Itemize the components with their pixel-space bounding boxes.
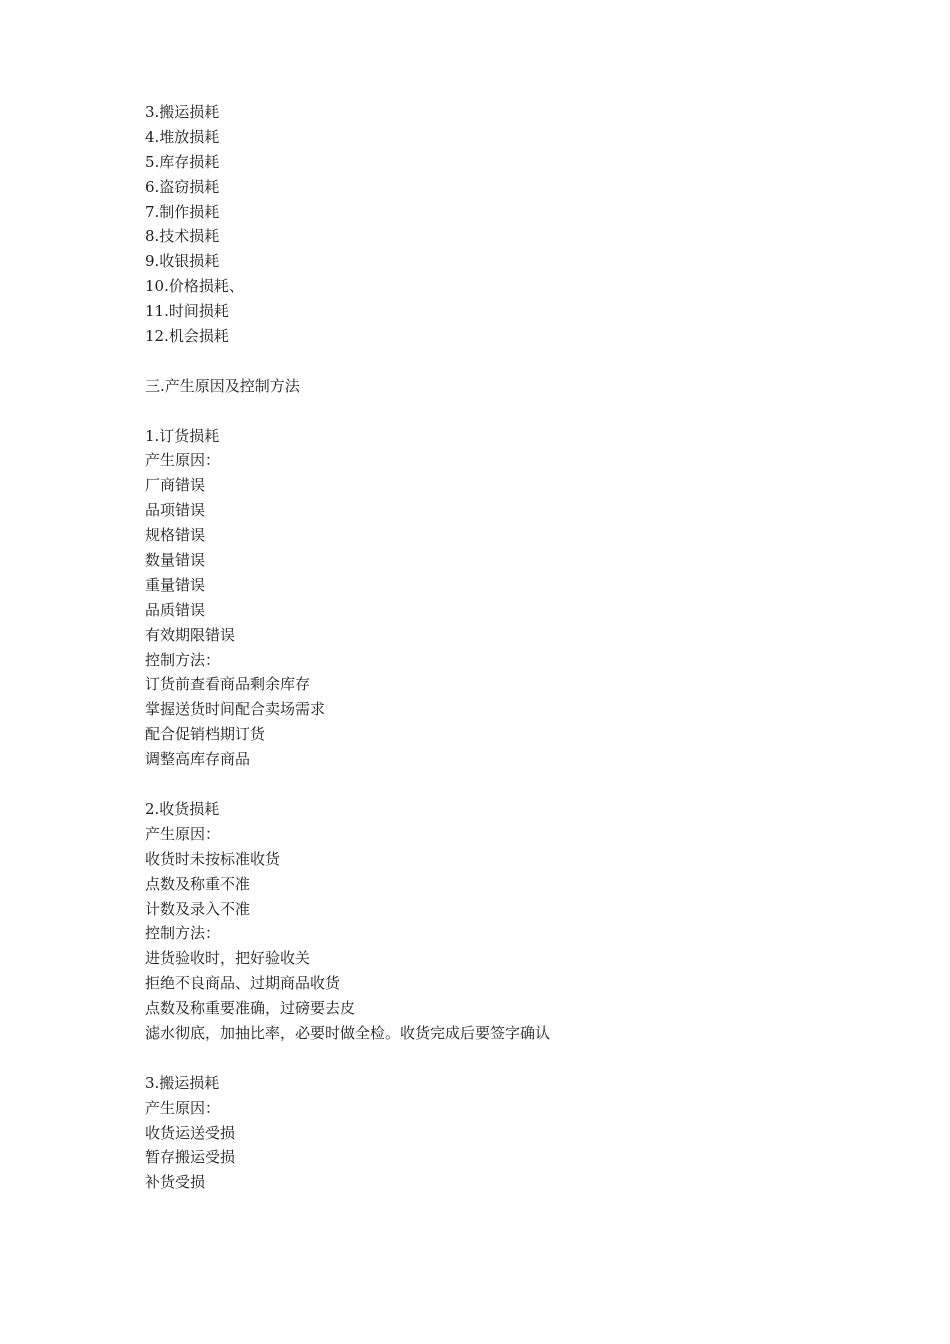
section-title: 3.搬运损耗 xyxy=(145,1073,220,1092)
control-item: 掌握送货时间配合卖场需求 xyxy=(145,700,326,719)
control-item: 进货验收时，把好验收关 xyxy=(145,949,311,968)
cause-item: 收货时未按标准收货 xyxy=(145,849,281,868)
cause-item: 补货受损 xyxy=(145,1173,206,1192)
control-item: 拒绝不良商品、过期商品收货 xyxy=(145,974,341,993)
list-item: 6.盗窃损耗 xyxy=(145,177,220,196)
cause-item: 计数及录入不准 xyxy=(145,899,251,918)
cause-label: 产生原因： xyxy=(145,451,221,470)
list-item: 11.时间损耗 xyxy=(145,302,229,321)
cause-item: 厂商错误 xyxy=(145,476,206,495)
control-item: 点数及称重要准确，过磅要去皮 xyxy=(145,999,356,1018)
control-label: 控制方法： xyxy=(145,924,221,943)
list-item: 3.搬运损耗 xyxy=(145,103,220,121)
list-item: 7.制作损耗 xyxy=(145,202,220,221)
control-item: 配合促销档期订货 xyxy=(145,725,266,744)
control-label: 控制方法： xyxy=(145,650,221,669)
cause-item: 规格错误 xyxy=(145,526,206,545)
cause-label: 产生原因： xyxy=(145,1098,221,1117)
cause-item: 收货运送受损 xyxy=(145,1123,236,1142)
document-page xyxy=(145,100,905,1195)
cause-item: 有效期限错误 xyxy=(145,625,236,644)
section-ordering-loss xyxy=(145,424,905,772)
list-item: 10.价格损耗、 xyxy=(145,277,244,296)
loss-type-list xyxy=(145,100,905,349)
cause-item: 品质错误 xyxy=(145,600,206,619)
cause-item: 品项错误 xyxy=(145,501,206,520)
section-title: 2.收货损耗 xyxy=(145,799,220,818)
cause-item: 数量错误 xyxy=(145,551,206,570)
control-item: 订货前查看商品剩余库存 xyxy=(145,675,311,694)
list-item: 8.技术损耗 xyxy=(145,227,220,246)
section-title: 1.订货损耗 xyxy=(145,426,220,445)
control-item: 调整高库存商品 xyxy=(145,750,251,769)
cause-item: 暂存搬运受损 xyxy=(145,1148,236,1167)
list-item: 12.机会损耗 xyxy=(145,327,229,346)
section-receiving-loss xyxy=(145,797,905,1046)
cause-label: 产生原因： xyxy=(145,824,221,843)
control-item: 滤水彻底，加抽比率，必要时做全检。收货完成后要签字确认 xyxy=(145,1023,551,1042)
list-item: 5.库存损耗 xyxy=(145,152,220,171)
list-item: 4.堆放损耗 xyxy=(145,127,220,146)
cause-item: 点数及称重不准 xyxy=(145,874,251,893)
list-item: 9.收银损耗 xyxy=(145,252,220,271)
section-handling-loss xyxy=(145,1071,905,1195)
cause-item: 重量错误 xyxy=(145,575,206,594)
section-heading: 三.产生原因及控制方法 xyxy=(145,376,300,395)
